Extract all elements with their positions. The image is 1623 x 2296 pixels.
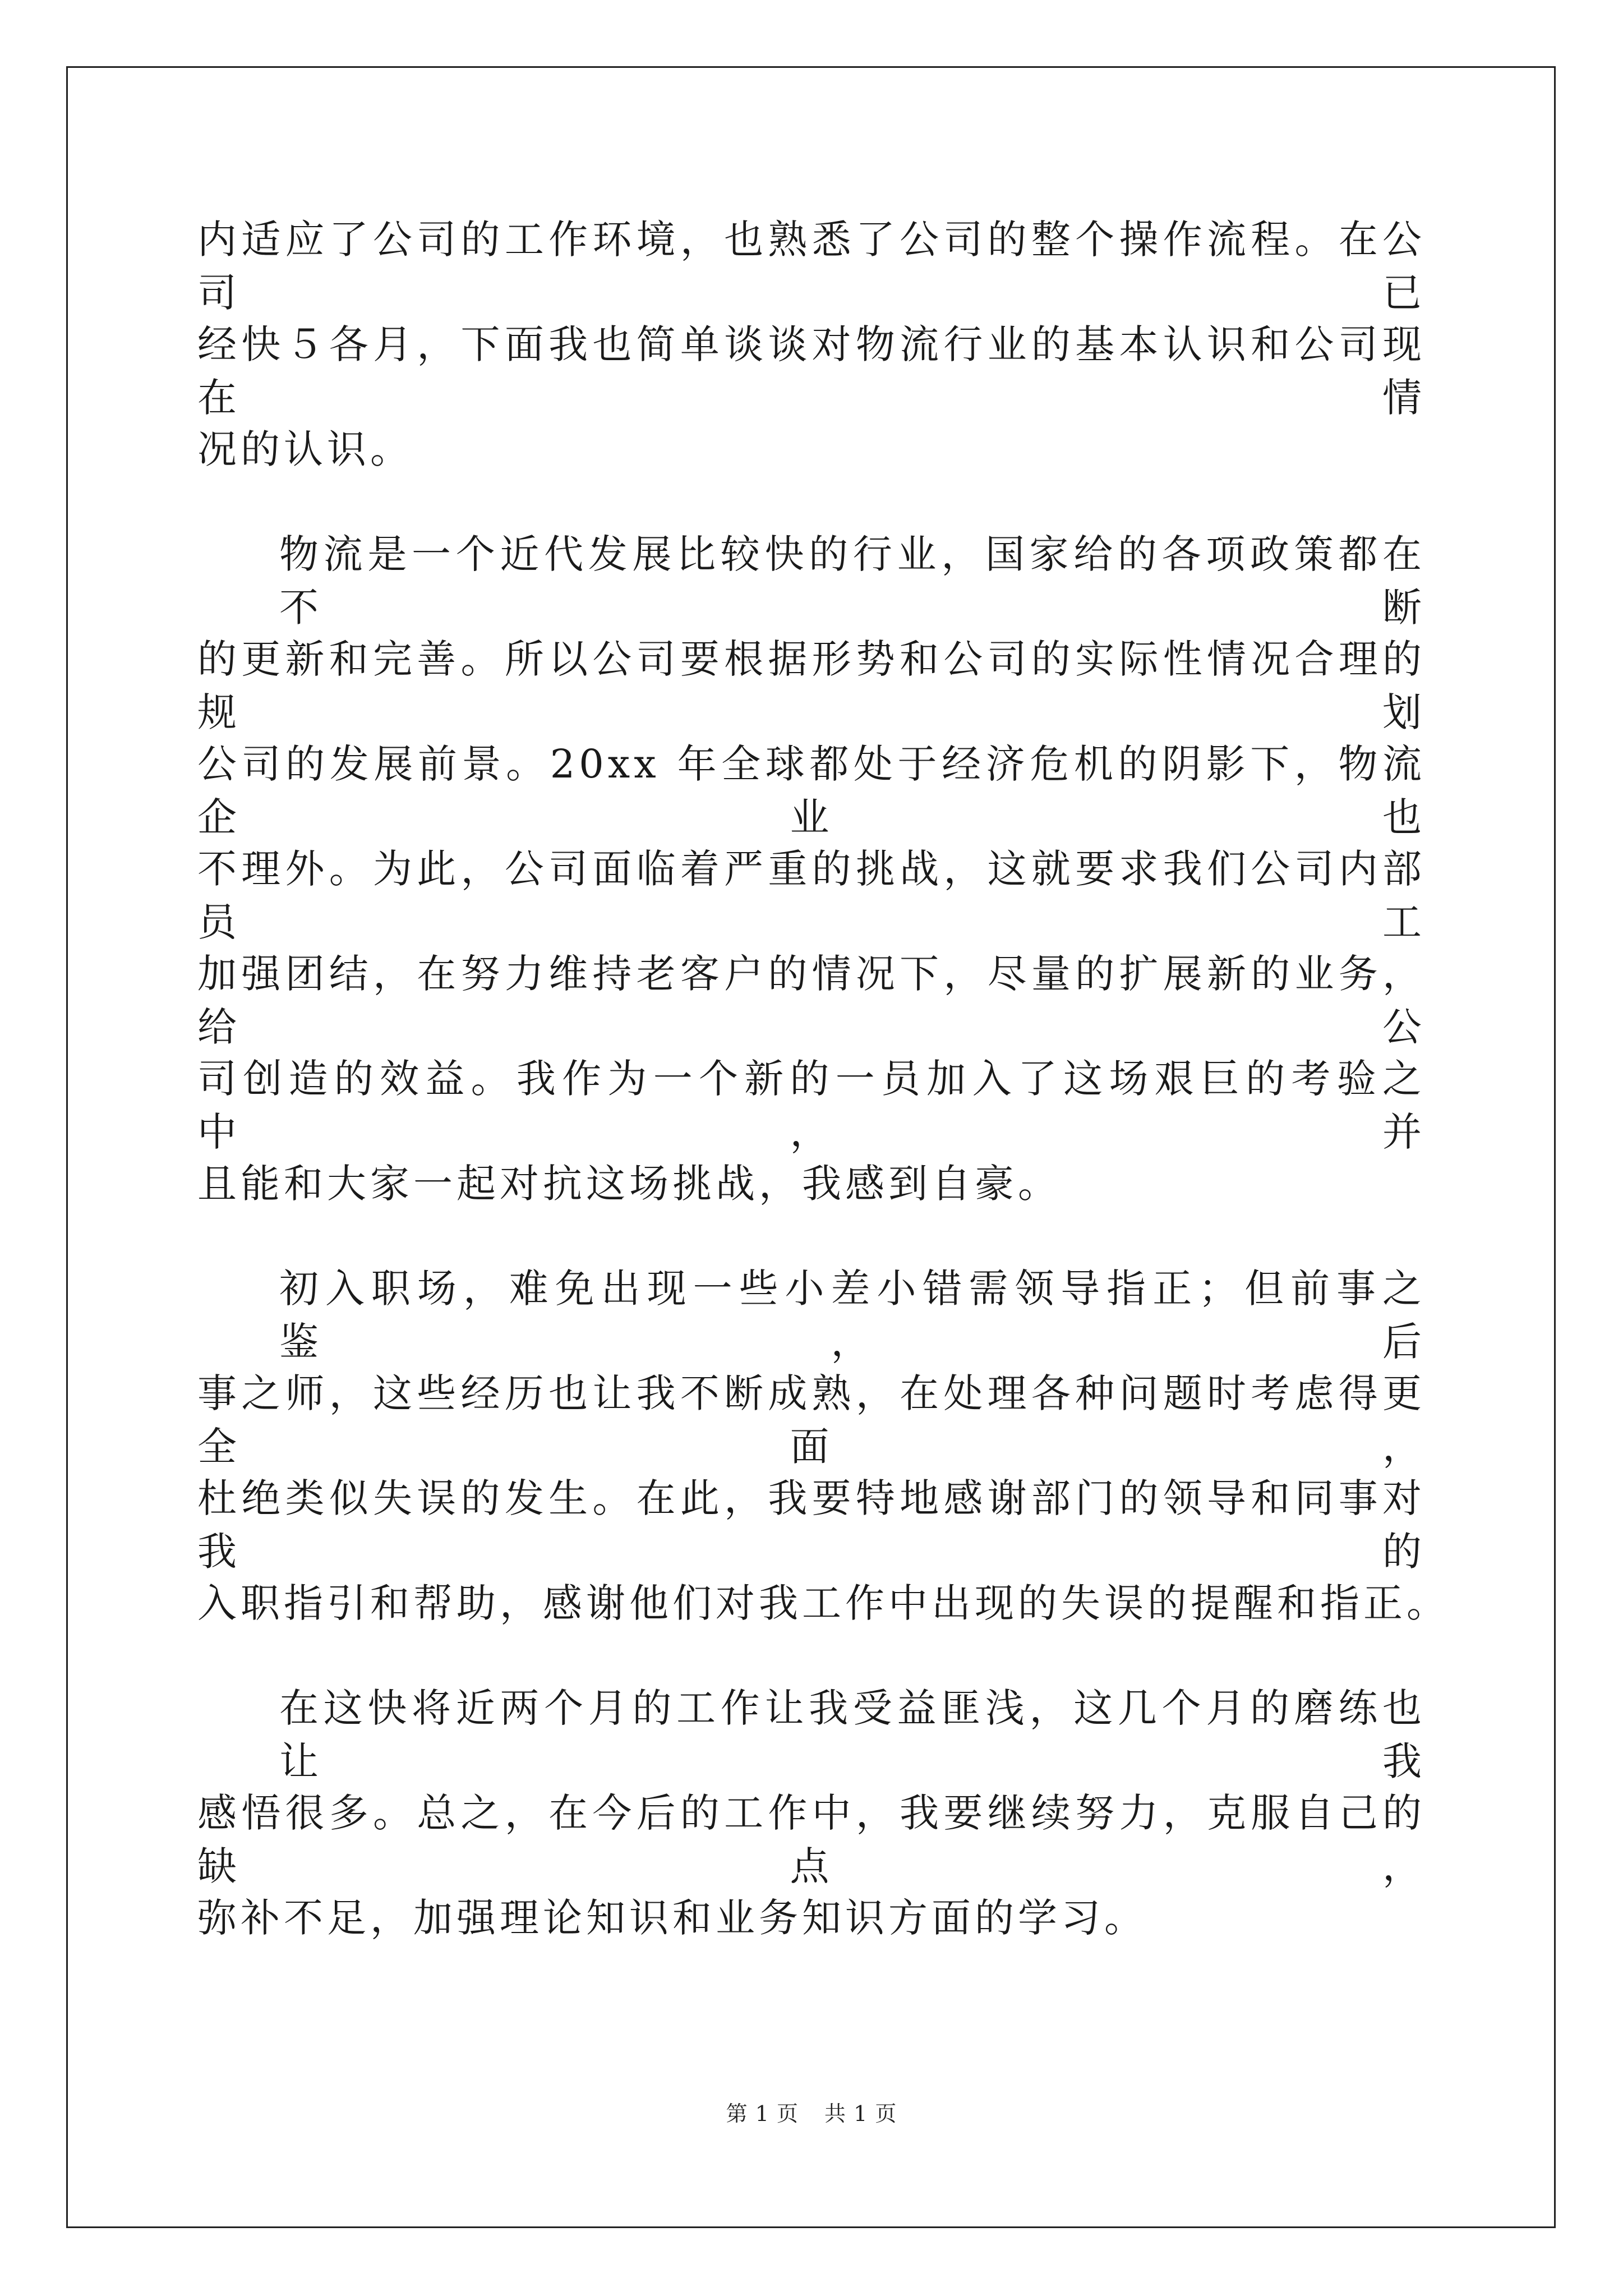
text-line: 入职指引和帮助，感谢他们对我工作中出现的失误的提醒和指正。: [197, 1580, 1450, 1626]
text-line: 经快５各月，下面我也简单谈谈对物流行业的基本认识和公司现在情: [197, 321, 1426, 421]
page-number: 第 1 页: [726, 2101, 799, 2126]
text-line: 加强团结，在努力维持老客户的情况下，尽量的扩展新的业务，给公: [197, 951, 1426, 1050]
text-line: 弥补不足，加强理论知识和业务知识方面的学习。: [197, 1895, 1147, 1941]
text-line: 杜绝类似失误的发生。在此，我要特地感谢部门的领导和同事对我的: [197, 1475, 1426, 1575]
text-line: 且能和大家一起对抗这场挑战，我感到自豪。: [197, 1161, 1061, 1207]
text-line: 感悟很多。总之，在今后的工作中，我要继续努力，克服自己的缺点，: [197, 1790, 1426, 1889]
paragraph-first-line: 初入职场，难免出现一些小差小错需领导指正；但前事之鉴，后: [279, 1266, 1426, 1365]
paragraph-first-line: 在这快将近两个月的工作让我受益匪浅，这几个月的磨练也让我: [279, 1685, 1426, 1784]
text-line: 况的认识。: [197, 426, 413, 472]
text-line: 公司的发展前景。20xx 年全球都处于经济危机的阴影下，物流企业也: [197, 741, 1426, 840]
text-line: 内适应了公司的工作环境，也熟悉了公司的整个操作流程。在公司已: [197, 217, 1426, 316]
text-line: 司创造的效益。我作为一个新的一员加入了这场艰巨的考验之中，并: [197, 1056, 1426, 1155]
paragraph-first-line: 物流是一个近代发展比较快的行业，国家给的各项政策都在不断: [279, 531, 1426, 631]
text-line: 事之师，这些经历也让我不断成熟，在处理各种问题时考虑得更全面，: [197, 1370, 1426, 1470]
text-line: 的更新和完善。所以公司要根据形势和公司的实际性情况合理的规划: [197, 636, 1426, 735]
document-body: [197, 213, 1450, 1996]
text-line: 不理外。为此，公司面临着严重的挑战，这就要求我们公司内部员工: [197, 846, 1426, 945]
page-total: 共 1 页: [824, 2101, 897, 2126]
page-footer: [0, 2100, 1623, 2128]
